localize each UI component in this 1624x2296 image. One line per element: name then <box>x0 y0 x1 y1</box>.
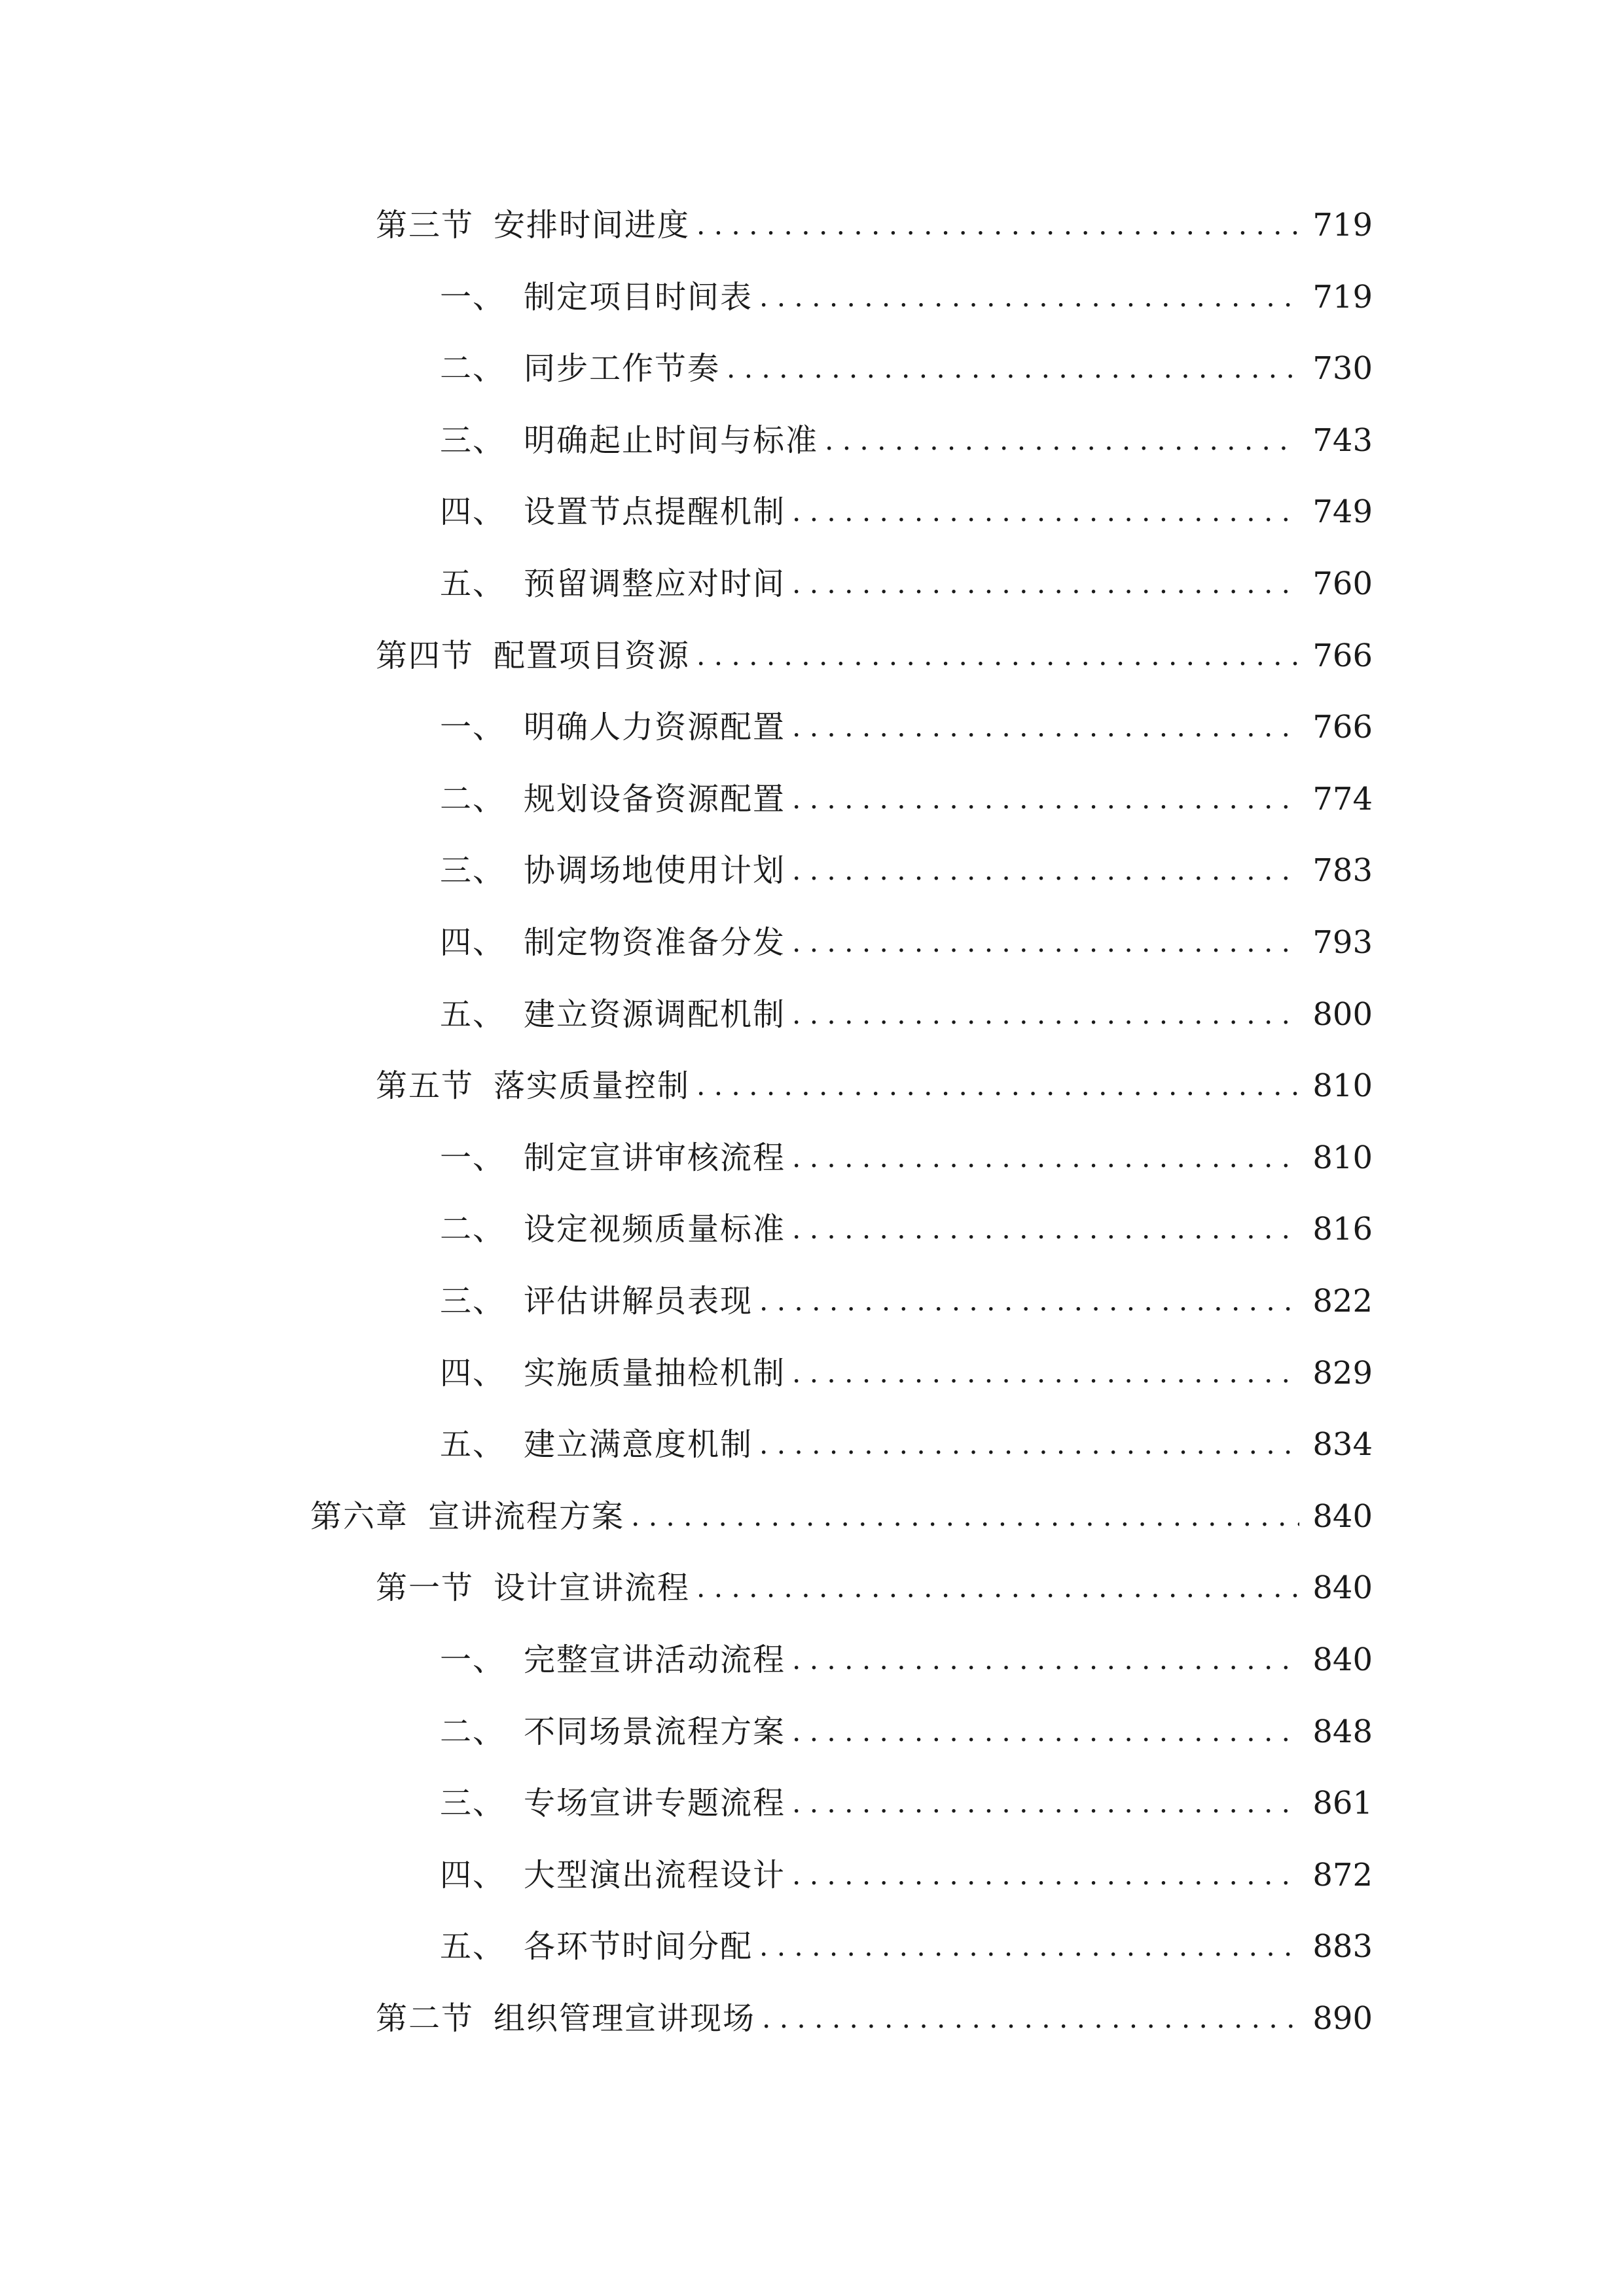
toc-entry-number: 三、 <box>440 1785 506 1821</box>
toc-entry-item[interactable] <box>440 1280 1373 1323</box>
toc-entry-section[interactable] <box>376 1064 1373 1107</box>
toc-entry-number: 四、 <box>440 493 506 530</box>
toc-entry-title: 评估讲解员表现 <box>524 1283 753 1319</box>
toc-entry-item[interactable] <box>440 347 1373 390</box>
toc-entry-item[interactable] <box>440 1136 1373 1179</box>
toc-entry-page-number: 766 <box>1312 637 1373 674</box>
toc-entry-number: 一、 <box>440 709 506 745</box>
toc-entry-number: 五、 <box>440 1928 506 1965</box>
toc-entry-section[interactable] <box>376 1997 1373 2040</box>
toc-entry-page-number: 840 <box>1312 1570 1373 1606</box>
toc-entry-number: 一、 <box>440 1641 506 1678</box>
toc-entry-page-number: 810 <box>1312 1067 1373 1104</box>
toc-dot-leader <box>785 993 1299 1036</box>
toc-entry-section[interactable] <box>376 204 1373 247</box>
toc-entry-page-number: 840 <box>1312 1641 1373 1678</box>
toc-entry-number: 一、 <box>440 279 506 315</box>
toc-entry-page-number: 816 <box>1312 1211 1373 1247</box>
toc-entry-page-number: 861 <box>1312 1785 1373 1821</box>
toc-entry-item[interactable] <box>440 276 1373 319</box>
toc-entry-item[interactable] <box>440 1208 1373 1251</box>
toc-entry-number: 五、 <box>440 565 506 602</box>
toc-entry-item[interactable] <box>440 706 1373 749</box>
toc-entry-section[interactable] <box>376 634 1373 677</box>
toc-dot-leader <box>818 419 1299 462</box>
toc-dot-leader <box>753 1423 1299 1466</box>
toc-entry-title: 规划设备资源配置 <box>524 781 786 817</box>
toc-dot-leader <box>690 634 1299 677</box>
toc-entry-page-number: 749 <box>1312 493 1373 530</box>
toc-entry-title: 专场宣讲专题流程 <box>524 1785 786 1821</box>
toc-entry-title: 制定宣讲审核流程 <box>524 1139 786 1176</box>
toc-entry-title: 配置项目资源 <box>494 637 691 674</box>
toc-entry-number: 二、 <box>440 350 506 387</box>
toc-dot-leader <box>785 1638 1299 1681</box>
toc-entry-page-number: 872 <box>1312 1857 1373 1893</box>
toc-entry-number: 第五节 <box>376 1067 475 1104</box>
toc-dot-leader <box>690 1064 1299 1107</box>
toc-entry-title: 明确起止时间与标准 <box>524 422 819 459</box>
toc-entry-number: 三、 <box>440 852 506 889</box>
toc-dot-leader <box>785 1208 1299 1251</box>
toc-entry-section[interactable] <box>376 1566 1373 1609</box>
toc-entry-page-number: 783 <box>1312 852 1373 889</box>
toc-entry-title: 各环节时间分配 <box>524 1928 753 1965</box>
toc-entry-title: 预留调整应对时间 <box>524 565 786 602</box>
toc-entry-chapter[interactable] <box>310 1495 1373 1538</box>
toc-entry-item[interactable] <box>440 490 1373 533</box>
toc-entry-number: 二、 <box>440 781 506 817</box>
toc-entry-item[interactable] <box>440 1352 1373 1395</box>
toc-entry-number: 五、 <box>440 996 506 1033</box>
toc-entry-item[interactable] <box>440 1854 1373 1897</box>
toc-entry-number: 四、 <box>440 1355 506 1391</box>
toc-dot-leader <box>785 706 1299 749</box>
toc-entry-page-number: 766 <box>1312 709 1373 745</box>
toc-entry-item[interactable] <box>440 921 1373 964</box>
toc-dot-leader <box>720 347 1299 390</box>
toc-entry-number: 第一节 <box>376 1570 475 1606</box>
toc-dot-leader <box>624 1495 1299 1538</box>
toc-entry-item[interactable] <box>440 1423 1373 1466</box>
toc-dot-leader <box>690 204 1299 247</box>
toc-entry-number: 第三节 <box>376 207 475 243</box>
toc-dot-leader <box>785 1136 1299 1179</box>
toc-entry-page-number: 890 <box>1312 2000 1373 2037</box>
toc-dot-leader <box>785 1782 1299 1825</box>
toc-entry-number: 二、 <box>440 1713 506 1750</box>
toc-entry-page-number: 834 <box>1312 1426 1373 1463</box>
toc-entry-page-number: 774 <box>1312 781 1373 817</box>
toc-entry-title: 同步工作节奏 <box>524 350 721 387</box>
toc-entry-number: 四、 <box>440 924 506 961</box>
toc-entry-page-number: 829 <box>1312 1355 1373 1391</box>
toc-entry-page-number: 793 <box>1312 924 1373 961</box>
toc-entry-item[interactable] <box>440 849 1373 892</box>
toc-entry-item[interactable] <box>440 419 1373 462</box>
toc-entry-number: 第六章 <box>310 1498 409 1535</box>
toc-dot-leader <box>785 490 1299 533</box>
toc-dot-leader <box>785 1710 1299 1753</box>
toc-entry-page-number: 822 <box>1312 1283 1373 1319</box>
toc-entry-item[interactable] <box>440 1638 1373 1681</box>
toc-entry-page-number: 840 <box>1312 1498 1373 1535</box>
toc-dot-leader <box>753 1280 1299 1323</box>
toc-entry-title: 实施质量抽检机制 <box>524 1355 786 1391</box>
toc-dot-leader <box>755 1997 1299 2040</box>
toc-entry-number: 第二节 <box>376 2000 475 2037</box>
toc-dot-leader <box>785 1854 1299 1897</box>
toc-entry-title: 组织管理宣讲现场 <box>494 2000 756 2037</box>
toc-entry-page-number: 883 <box>1312 1928 1373 1965</box>
toc-entry-title: 设定视频质量标准 <box>524 1211 786 1247</box>
toc-entry-title: 大型演出流程设计 <box>524 1857 786 1893</box>
toc-entry-title: 宣讲流程方案 <box>428 1498 625 1535</box>
toc-entry-title: 协调场地使用计划 <box>524 852 786 889</box>
toc-entry-page-number: 810 <box>1312 1139 1373 1176</box>
toc-dot-leader <box>785 778 1299 821</box>
toc-entry-title: 设置节点提醒机制 <box>524 493 786 530</box>
toc-entry-title: 制定物资准备分发 <box>524 924 786 961</box>
toc-entry-title: 安排时间进度 <box>494 207 691 243</box>
toc-entry-number: 五、 <box>440 1426 506 1463</box>
toc-entry-title: 制定项目时间表 <box>524 279 753 315</box>
toc-entry-page-number: 730 <box>1312 350 1373 387</box>
toc-dot-leader <box>690 1566 1299 1609</box>
toc-entry-page-number: 848 <box>1312 1713 1373 1750</box>
toc-dot-leader <box>753 1925 1299 1968</box>
toc-entry-title: 建立资源调配机制 <box>524 996 786 1033</box>
toc-entry-number: 一、 <box>440 1139 506 1176</box>
toc-entry-number: 第四节 <box>376 637 475 674</box>
toc-entry-page-number: 800 <box>1312 996 1373 1033</box>
toc-entry-page-number: 719 <box>1312 207 1373 243</box>
toc-dot-leader <box>785 562 1299 605</box>
toc-entry-number: 三、 <box>440 1283 506 1319</box>
toc-entry-number: 三、 <box>440 422 506 459</box>
toc-entry-title: 不同场景流程方案 <box>524 1713 786 1750</box>
toc-dot-leader <box>753 276 1299 319</box>
toc-dot-leader <box>785 921 1299 964</box>
toc-entry-item[interactable] <box>440 562 1373 605</box>
toc-entry-item[interactable] <box>440 1925 1373 1968</box>
toc-entry-title: 建立满意度机制 <box>524 1426 753 1463</box>
toc-entry-number: 四、 <box>440 1857 506 1893</box>
toc-entry-title: 明确人力资源配置 <box>524 709 786 745</box>
toc-entry-item[interactable] <box>440 778 1373 821</box>
toc-entry-item[interactable] <box>440 1710 1373 1753</box>
toc-entry-page-number: 760 <box>1312 565 1373 602</box>
toc-entry-page-number: 719 <box>1312 279 1373 315</box>
toc-entry-title: 完整宣讲活动流程 <box>524 1641 786 1678</box>
toc-dot-leader <box>785 1352 1299 1395</box>
toc-entry-number: 二、 <box>440 1211 506 1247</box>
toc-entry-title: 设计宣讲流程 <box>494 1570 691 1606</box>
toc-entry-page-number: 743 <box>1312 422 1373 459</box>
toc-dot-leader <box>785 849 1299 892</box>
toc-entry-item[interactable] <box>440 993 1373 1036</box>
toc-entry-title: 落实质量控制 <box>494 1067 691 1104</box>
toc-entry-item[interactable] <box>440 1782 1373 1825</box>
